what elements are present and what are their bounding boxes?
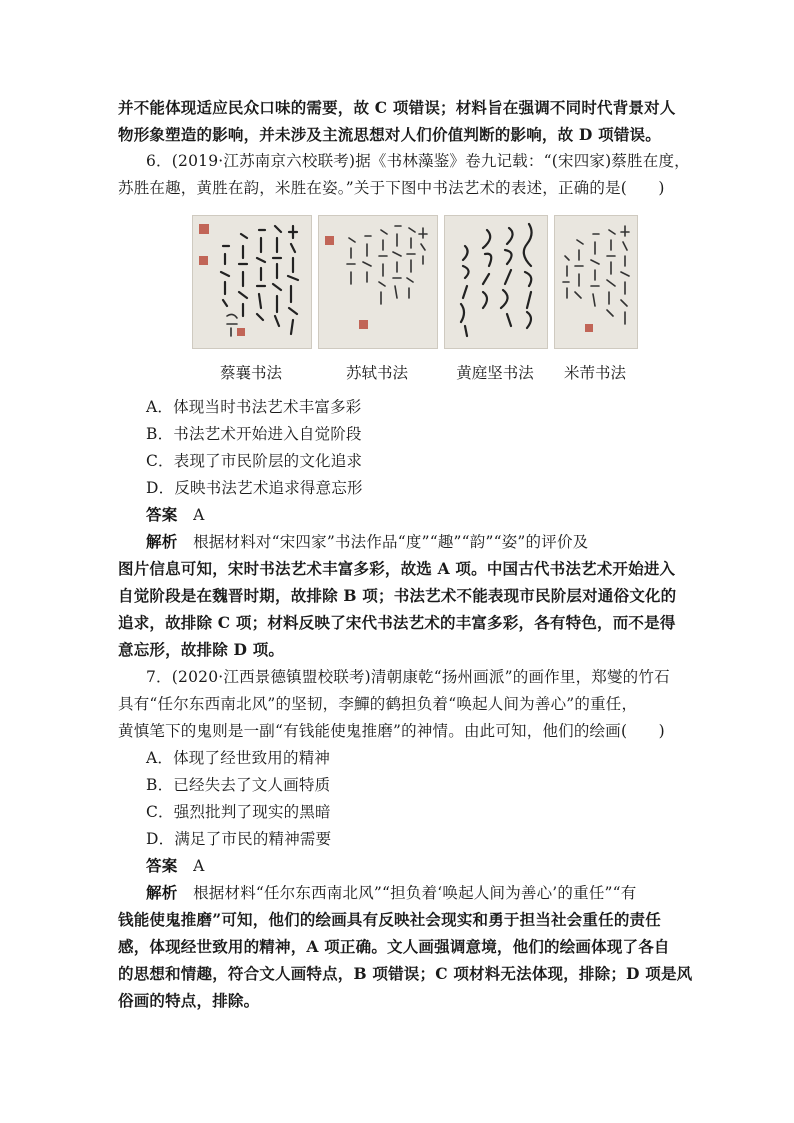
- q6-analysis-line-3: 自觉阶段是在魏晋时期，故排除 B 项；书法艺术不能表现市民阶层对通俗文化的: [118, 586, 677, 605]
- q7-analysis-line-2: 钱能使鬼推磨”可知，他们的绘画具有反映社会现实和勇于担当社会重任的责任: [118, 910, 661, 929]
- q6-option-b: B．书法艺术开始进入自觉阶段: [146, 425, 362, 443]
- q6-answer-value: A: [193, 506, 205, 524]
- q6-stem-line-1: 6．(2019·江苏南京六校联考)据《书林藻鉴》卷九记载：“(宋四家)蔡胜在度，: [146, 152, 690, 170]
- q6-option-a: A．体现当时书法艺术丰富多彩: [146, 398, 362, 416]
- intro-line-2: 物形象塑造的影响，并未涉及主流思想对人们价值判断的影响，故 D 项错误。: [118, 125, 661, 144]
- q6-analysis-label: 解析: [146, 532, 178, 551]
- q6-analysis-line-4: 追求，故排除 C 项；材料反映了宋代书法艺术的丰富多彩，各有特色，而不是得: [118, 613, 676, 632]
- q7-analysis-label: 解析: [146, 883, 178, 902]
- q6-answer: [146, 505, 716, 525]
- q6-answer-label: 答案: [146, 505, 178, 524]
- q7-stem-line-3: 黄慎笔下的鬼则是一副“有钱能使鬼推磨”的神情。由此可知，他们的绘画( ): [118, 722, 665, 740]
- q7-analysis-text-1: 根据材料“任尔东西南北风”“担负着‘唤起人间为善心’的重任”“有: [193, 884, 637, 902]
- q7-analysis-line-3: 感，体现经世致用的精神，A 项正确。文人画强调意境，他们的绘画体现了各自: [118, 937, 670, 956]
- q7-option-a: A．体现了经世致用的精神: [146, 749, 331, 767]
- q6-option-d: D．反映书法艺术追求得意忘形: [146, 479, 363, 497]
- q6-option-c: C．表现了市民阶层的文化追求: [146, 452, 363, 470]
- cai-xiang-calligraphy-image: [192, 215, 312, 349]
- q7-answer-value: A: [193, 857, 205, 875]
- mi-fu-calligraphy-image: [554, 215, 638, 349]
- q7-analysis-line-1: [146, 883, 716, 903]
- caption-mi-fu: 米芾书法: [563, 364, 626, 382]
- q6-analysis-line-2: 图片信息可知，宋时书法艺术丰富多彩，故选 A 项。中国古代书法艺术开始进入: [118, 559, 676, 578]
- q6-analysis-line-1: [146, 532, 716, 552]
- q7-option-c: C．强烈批判了现实的黑暗: [146, 803, 331, 821]
- q7-analysis-line-5: 俗画的特点，排除。: [118, 991, 260, 1010]
- intro-line-1: 并不能体现适应民众口味的需要，故 C 项错误；材料旨在强调不同时代背景对人: [118, 98, 676, 117]
- caption-huang-tingjian: 黄庭坚书法: [456, 364, 534, 382]
- q7-analysis-line-4: 的思想和情趣，符合文人画特点，B 项错误；C 项材料无法体现，排除；D 项是风: [118, 964, 693, 983]
- q7-option-b: B．已经失去了文人画特质: [146, 776, 331, 794]
- q7-stem-line-1: 7．(2020·江西景德镇盟校联考)清朝康乾“扬州画派”的画作里，郑燮的竹石: [146, 668, 670, 686]
- caption-cai-xiang: 蔡襄书法: [219, 364, 282, 382]
- caption-su-shi: 苏轼书法: [345, 364, 408, 382]
- su-shi-calligraphy-image: [318, 215, 438, 349]
- q6-analysis-line-5: 意忘形，故排除 D 项。: [118, 640, 285, 659]
- q6-stem-line-2: 苏胜在趣，黄胜在韵，米胜在姿。”关于下图中书法艺术的表述，正确的是( ): [118, 179, 665, 197]
- huang-tingjian-calligraphy-image: [444, 215, 548, 349]
- q7-stem-line-2: 具有“任尔东西南北风”的坚韧，李鱓的鹤担负着“唤起人间为善心”的重任，: [118, 695, 638, 713]
- q7-answer-label: 答案: [146, 856, 178, 875]
- q7-answer: [146, 856, 716, 876]
- q6-analysis-text-1: 根据材料对“宋四家”书法作品“度”“趣”“韵”“姿”的评价及: [193, 533, 589, 551]
- calligraphy-figure: [188, 215, 640, 387]
- q7-option-d: D．满足了市民的精神需要: [146, 830, 332, 848]
